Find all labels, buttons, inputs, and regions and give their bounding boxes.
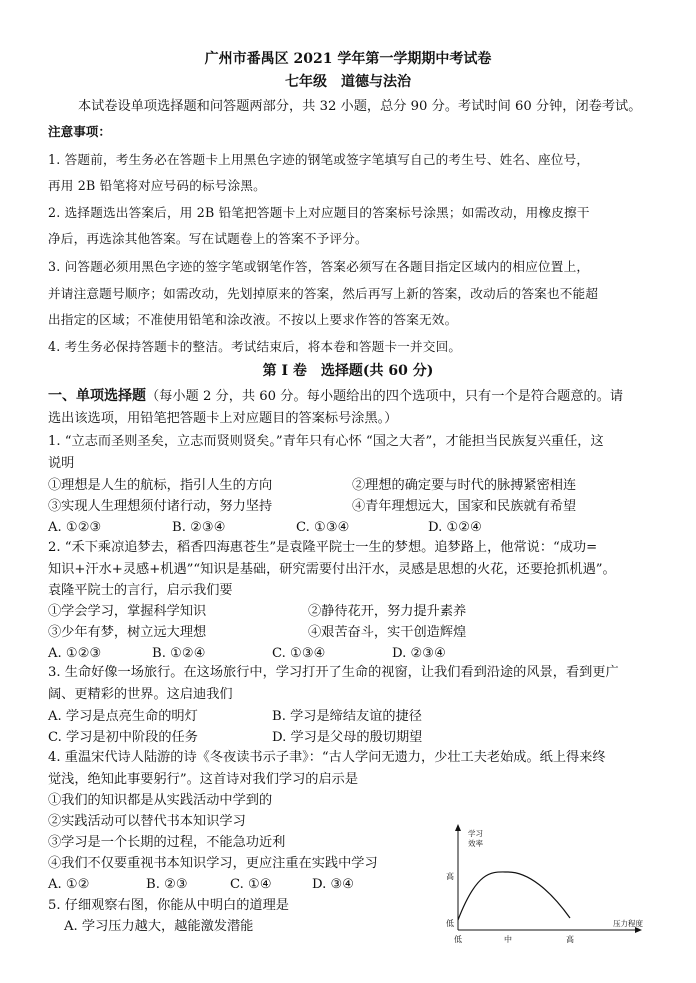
question-1-stem: 1. “立志而圣则圣矣，立志而贤则贤矣。”青年只有心怀 “国之大者”，才能担当民族复兴重任，这: [48, 434, 604, 449]
q2-statement: ②静待花开，努力提升素养: [308, 604, 467, 619]
question-5-stem: 5. 仔细观察右图，你能从中明白的道理是: [48, 898, 289, 913]
q5-option-a: A. 学习压力越大，越能激发潜能: [64, 919, 254, 934]
q2-statement: ①学会学习，掌握科学知识: [48, 604, 207, 619]
section-desc: 选出该选项，用铅笔把答题卡上对应题目的答案标号涂黑。）: [48, 411, 398, 426]
y-tick-label: 高: [446, 872, 454, 881]
q2-option-d: D. ②③④: [392, 646, 446, 661]
question-4-stem: 觉浅，绝知此事要躬行”。这首诗对我们学习的启示是: [48, 772, 359, 787]
question-2-stem: 袁隆平院士的言行，启示我们要: [48, 583, 233, 598]
q3-option-d: D. 学习是父母的殷切期望: [272, 730, 423, 745]
q1-option-c: C. ①③④: [296, 520, 350, 535]
question-3-stem: 3. 生命好像一场旅行。在这场旅行中，学习打开了生命的视窗，让我们看到沿途的风景，看到更广: [48, 665, 619, 680]
q2-option-a: A. ①②③: [48, 646, 102, 661]
q2-statement: ④艰苦奋斗，实干创造辉煌: [308, 625, 467, 640]
q1-statement: ④青年理想远大，国家和民族就有希望: [352, 499, 577, 514]
section-title: 一、单项选择题: [48, 388, 146, 404]
q1-option-d: D. ①②④: [428, 520, 482, 535]
x-axis-label: 压力程度: [613, 919, 643, 928]
q3-option-c: C. 学习是初中阶段的任务: [48, 730, 198, 745]
y-axis-label: 效率: [468, 839, 483, 848]
q4-option-d: D. ③④: [312, 877, 355, 892]
question-2-stem: 知识+汗水+灵感+机遇”“知识是基础，研究需要付出汗水，灵感是思想的火花，还要抢抓机遇”。: [48, 562, 616, 577]
q1-statement: ①理想是人生的航标，指引人生的方向: [48, 478, 273, 493]
part1-heading: 第 I 卷 选择题(共 60 分): [262, 363, 434, 379]
question-1-stem: 说明: [48, 456, 75, 471]
notes-heading: 注意事项：: [48, 124, 111, 139]
question-3-stem: 阔、更精彩的世界。这启迪我们: [48, 687, 233, 702]
q3-option-a: A. 学习是点亮生命的明灯: [48, 709, 198, 724]
q2-option-b: B. ①②④: [152, 646, 206, 661]
chart-svg: [438, 822, 648, 944]
q1-statement: ②理想的确定要与时代的脉搏紧密相连: [352, 478, 577, 493]
note-line: 并请注意题号顺序；如需改动，先划掉原来的答案，然后再写上新的答案，改动后的答案也不能超: [48, 286, 599, 301]
note-line: 再用 2B 铅笔将对应号码的标号涂黑。: [48, 178, 266, 193]
note-line: 净后，再选涂其他答案。写在试题卷上的答案不予评分。: [48, 231, 368, 246]
q4-statement: ②实践活动可以替代书本知识学习: [48, 814, 246, 829]
q4-option-b: B. ②③: [146, 877, 188, 892]
q4-statement: ①我们的知识都是从实践活动中学到的: [48, 793, 273, 808]
q4-statement: ④我们不仅要重视书本知识学习，更应注重在实践中学习: [48, 856, 378, 871]
x-tick-label: 高: [566, 935, 574, 944]
q1-statement: ③实现人生理想须付诸行动，努力坚持: [48, 499, 273, 514]
x-tick-label: 低: [454, 935, 462, 944]
q2-statement: ③少年有梦，树立远大理想: [48, 625, 207, 640]
question-4-stem: 4. 重温宋代诗人陆游的诗《冬夜读书示子聿》：“古人学问无遗力，少壮工夫老始成。纸上得来终: [48, 750, 606, 765]
note-line: 1. 答题前，考生务必在答题卡上用黑色字迹的钢笔或签字笔填写自己的考生号、姓名、座位号，: [48, 152, 590, 167]
note-line: 2. 选择题选出答案后，用 2B 铅笔把答题卡上对应题目的答案标号涂黑；如需改动，用橡皮擦干: [48, 205, 590, 220]
section-desc: （每小题 2 分，共 60 分。每小题给出的四个选项中，只有一个是符合题意的。请: [146, 389, 624, 404]
exam-subtitle: 七年级 道德与法治: [285, 74, 411, 90]
intro-text: 本试卷设单项选择题和问答题两部分，共 32 小题，总分 90 分。考试时间 60 分钟，闭卷考试。: [78, 99, 642, 114]
q4-option-a: A. ①②: [48, 877, 90, 892]
exam-title: 广州市番禺区 2021 学年第一学期期中考试卷: [204, 51, 492, 67]
q3-option-b: B. 学习是缔结友谊的捷径: [272, 709, 422, 724]
question-2-stem: 2. “禾下乘凉追梦去，稻香四海惠苍生”是袁隆平院士一生的梦想。追梦路上，他常说：“成功=: [48, 540, 598, 555]
pressure-efficiency-chart: [438, 822, 648, 944]
q1-option-b: B. ②③④: [172, 520, 226, 535]
efficiency-curve: [458, 872, 570, 920]
y-axis-label: 学习: [468, 829, 483, 838]
q2-option-c: C. ①③④: [272, 646, 326, 661]
note-line: 出指定的区域；不准使用铅笔和涂改液。不按以上要求作答的答案无效。: [48, 312, 458, 327]
section-header: [48, 387, 623, 406]
y-tick-label: 低: [446, 919, 454, 928]
q4-statement: ③学习是一个长期的过程，不能急功近利: [48, 835, 286, 850]
y-axis-arrow: [455, 824, 461, 831]
q4-option-c: C. ①④: [230, 877, 272, 892]
note-line: 4. 考生务必保持答题卡的整洁。考试结束后，将本卷和答题卡一并交回。: [48, 339, 462, 354]
x-tick-label: 中: [504, 935, 512, 944]
note-line: 3. 问答题必须用黑色字迹的签字笔或钢笔作答，答案必须写在各题目指定区域内的相应位置上，: [48, 259, 590, 274]
q1-option-a: A. ①②③: [48, 520, 102, 535]
